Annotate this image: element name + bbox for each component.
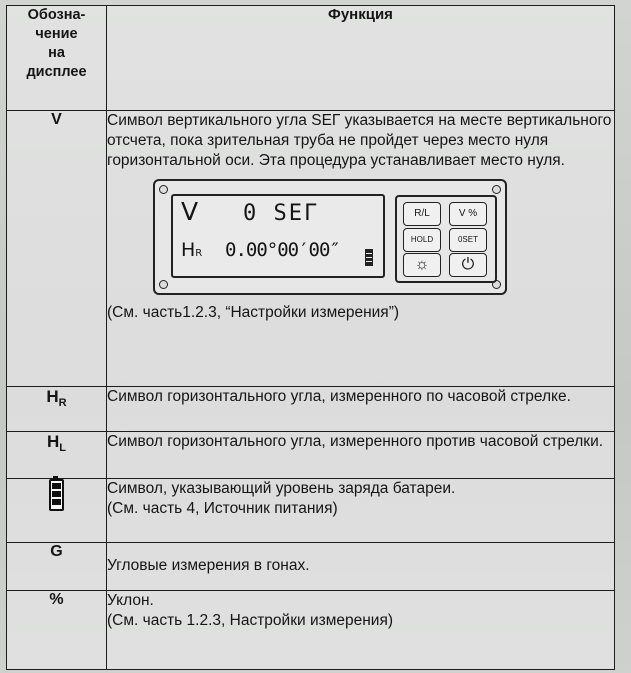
function-cell: [107, 110, 615, 386]
symbol-h: H: [46, 432, 60, 452]
lcd-screen: [171, 194, 385, 278]
screw-icon: [492, 185, 501, 194]
symbol-column-header: [7, 6, 107, 111]
symbol-cell: [7, 386, 107, 432]
lcd-hr-sub: R: [195, 247, 203, 259]
display-symbols-table: [6, 5, 615, 670]
hold-key[interactable]: HOLD: [403, 228, 441, 252]
table-row: [7, 110, 615, 386]
keypad: [395, 195, 497, 283]
function-cell: [107, 590, 615, 669]
function-note: (См. часть1.2.3, “Настройки измерения”): [107, 303, 400, 321]
function-cell: [107, 386, 615, 432]
table-row: [7, 432, 615, 479]
symbol-cell: [7, 543, 107, 591]
header-line: на: [48, 45, 65, 61]
symbol-h: H: [46, 386, 59, 406]
function-cell: [107, 543, 615, 591]
lcd-v-label: V: [181, 196, 199, 226]
table-row: [7, 590, 615, 669]
function-note: (См. часть 4, Источник питания): [107, 500, 338, 518]
rl-key[interactable]: R/L: [403, 202, 441, 226]
header-line: Обозна-: [27, 7, 86, 23]
function-text: Уклон.: [107, 591, 154, 609]
table-header-row: [7, 6, 615, 111]
v-percent-key[interactable]: V %: [449, 202, 487, 226]
symbol-g: G: [50, 543, 63, 561]
lcd-hr-value: 0.00°00′00″: [225, 238, 340, 261]
lcd-hr-label: [181, 240, 202, 264]
table-row: [7, 543, 615, 591]
function-text: Угловые измерения в гонах.: [107, 557, 310, 575]
symbol-sub-l: L: [59, 442, 66, 455]
table-row: [7, 479, 615, 543]
symbol-sub-r: R: [58, 396, 67, 409]
power-key-icon[interactable]: ⏻: [449, 253, 487, 277]
symbol-cell: [7, 432, 107, 479]
battery-icon: [49, 479, 64, 511]
lcd-battery-icon: [365, 249, 373, 266]
function-cell: [107, 479, 615, 543]
function-cell: [107, 432, 615, 479]
header-line: чение: [35, 26, 78, 42]
screw-icon: [159, 280, 168, 289]
function-text: Символ вертикального угла SEГ указывается на месте вертикального отсчета, пока зрительная труба не пройдет через место нуля горизонтальной оси. Эта процедура устанавливает место нуля.: [107, 111, 612, 169]
lcd-v-value: 0 SEГ: [243, 200, 320, 226]
oset-key[interactable]: 0SET: [449, 228, 487, 252]
screw-icon: [159, 185, 168, 194]
header-line: дисплее: [26, 64, 87, 80]
lcd-hr-letter: H: [181, 238, 196, 261]
instrument-display-panel: [153, 179, 507, 295]
function-text: Символ, указывающий уровень заряда батареи.: [107, 480, 456, 498]
symbol-cell: [7, 479, 107, 543]
function-text: Символ горизонтального угла, измеренного по часовой стрелке.: [107, 387, 571, 405]
light-key-icon[interactable]: ☼: [403, 253, 441, 277]
function-column-header: Функция: [107, 6, 615, 111]
table-row: [7, 386, 615, 432]
symbol-cell: [7, 110, 107, 386]
function-note: (См. часть 1.2.3, Настройки измерения): [107, 611, 394, 629]
symbol-v: V: [51, 110, 62, 128]
symbol-cell: [7, 590, 107, 669]
symbol-percent: %: [49, 590, 64, 608]
function-text: Символ горизонтального угла, измеренного против часовой стрелки.: [107, 433, 604, 451]
